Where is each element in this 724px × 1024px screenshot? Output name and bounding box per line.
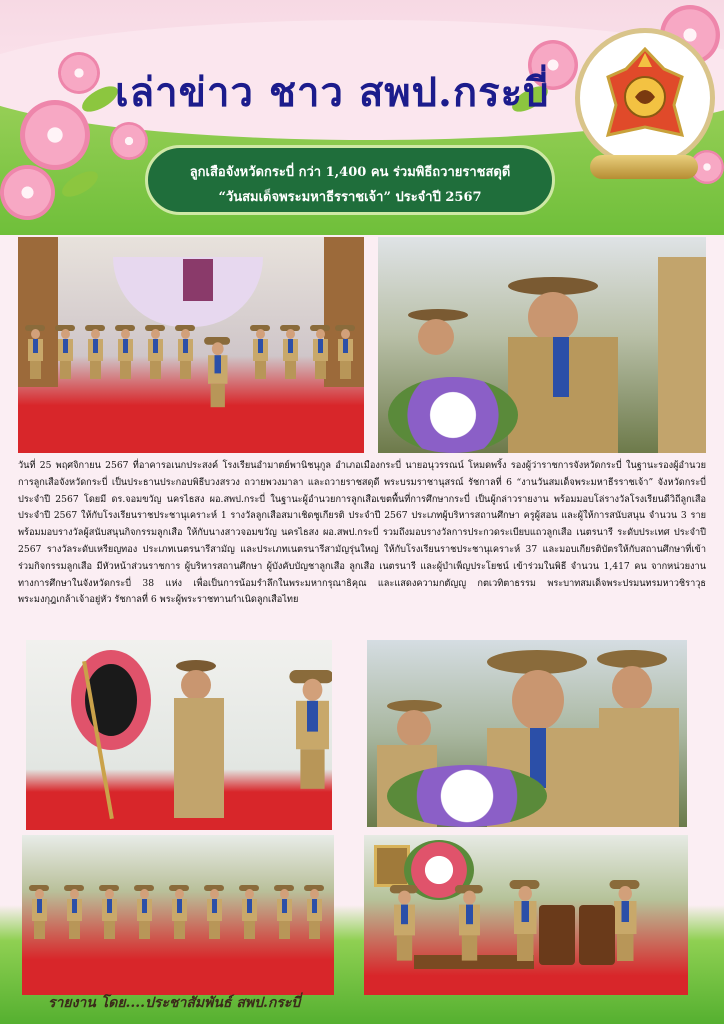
headline-banner xyxy=(145,145,555,215)
headline-line-1: ลูกเสือจังหวัดกระบี่ กว่า 1,400 คน ร่วมพิธีถวายราชสดุดี xyxy=(189,165,511,180)
headline-line-2: “วันสมเด็จพระมหาธีรราชเจ้า” ประจำปี 2567 xyxy=(218,190,482,205)
photo-speakers-closeup xyxy=(367,640,687,827)
photo-stage-salute xyxy=(18,237,364,453)
photo-wreath-laying xyxy=(26,640,332,830)
flower-decoration xyxy=(20,100,90,170)
flower-decoration xyxy=(58,52,100,94)
article-body: วันที่ 25 พฤศจิกายน 2567 ที่อาคารอเนกประสงค์ โรงเรียนอำมาตย์พานิชนุกูล อำเภอเมืองกระบี่ นายอนุวรรณน์ โหมดพริ้ง รองผู้ว่าราชการจังหวัดกระบี่ ในฐานะรองผู้อำนวยการลูกเสือจังหวัดกระบี่ เป็นประธานประกอบพิธีบวงสรวง ถวายพวงมาลา และถวายราชสดุดี พระบรมราชานุสรณ์ รัชกาลที่ 6 “งานวันสมเด็จพระมหาธีรราชเจ้า” จังหวัดกระบี่ ประจำปี 2567 โดยมี ดร.จอมขวัญ นครไธสง ผอ.สพป.กระบี่ ในฐานะผู้อำนวยการลูกเสือเขตพื้นที่การศึกษากระบี่ เป็นผู้กล่าวรายงาน พร้อมมอบโล่รางวัลโรงเรียนดีวิถีลูกเสือ ประจำปี 2567 ให้กับโรงเรียนราชประชานุเคราะห์ 1 รางวัลลูกเสือสมาเชิดชูเกียรติ ประจำปี 2567 ประเภทผู้บริหารสถานศึกษา ครูผู้สอน และผู้ให้การสนับสนุน จำนวน 3 ราย พร้อมมอบรางวัลผู้สนับสนุนกิจกรรมลูกเสือ ให้กับนางสาวจอมขวัญ นครไธสง ผอ.สพป.กระบี่ รวมถึงมอบรางวัลการประกวดระเบียบแถวลูกเสือ เนตรนารี ระดับประเทศ ประจำปี 2567 รางวัลระดับเหรียญทอง ประเภทเนตรนารีสามัญ และประเภทเนตรนารีสามัญรุ่นใหญ่ ให้กับโรงเรียนราชประชานุเคราะห์ 37 และมอบเกียรติบัตรให้กับสถานศึกษาที่เข้าร่วมกิจกรรมลูกเสือ มีหัวหน้าส่วนราชการ ผู้บริหารสถานศึกษา ผู้บังคับบัญชาลูกเสือ ลูกเสือ เนตรนารี และผู้บำเพ็ญประโยชน์ เข้าร่วมในพิธี จำนวน 1,417 คน จากหน่วยงานทางการศึกษาในจังหวัดกระบี่ 38 แห่ง เพื่อเป็นการน้อมรำลึกในพระมหากรุณาธิคุณ และแสดงความกตัญญู กตเวทิตาธรรม พระบาทสมเด็จพระปรมนทรมหาวชิราวุธพระมงกุฎเกล้าเจ้าอยู่หัว รัชกาลที่ 6 พระผู้พระราชทานกำเนิดลูกเสือไทย xyxy=(18,460,706,606)
report-credit: รายงาน โดย....ประชาสัมพันธ์ สพป.กระบี่ xyxy=(48,995,301,1011)
obec-logo xyxy=(575,28,715,168)
photo-speaker-microphone xyxy=(378,237,706,453)
photo-seated-scouts xyxy=(22,835,334,995)
flower-decoration xyxy=(110,122,148,160)
flower-decoration xyxy=(0,165,55,220)
emblem-icon xyxy=(602,47,688,143)
logo-ribbon xyxy=(590,155,698,179)
page-title: เล่าข่าว ชาว สพป.กระบี่ xyxy=(115,69,550,116)
photo-group-chairs xyxy=(364,835,688,995)
